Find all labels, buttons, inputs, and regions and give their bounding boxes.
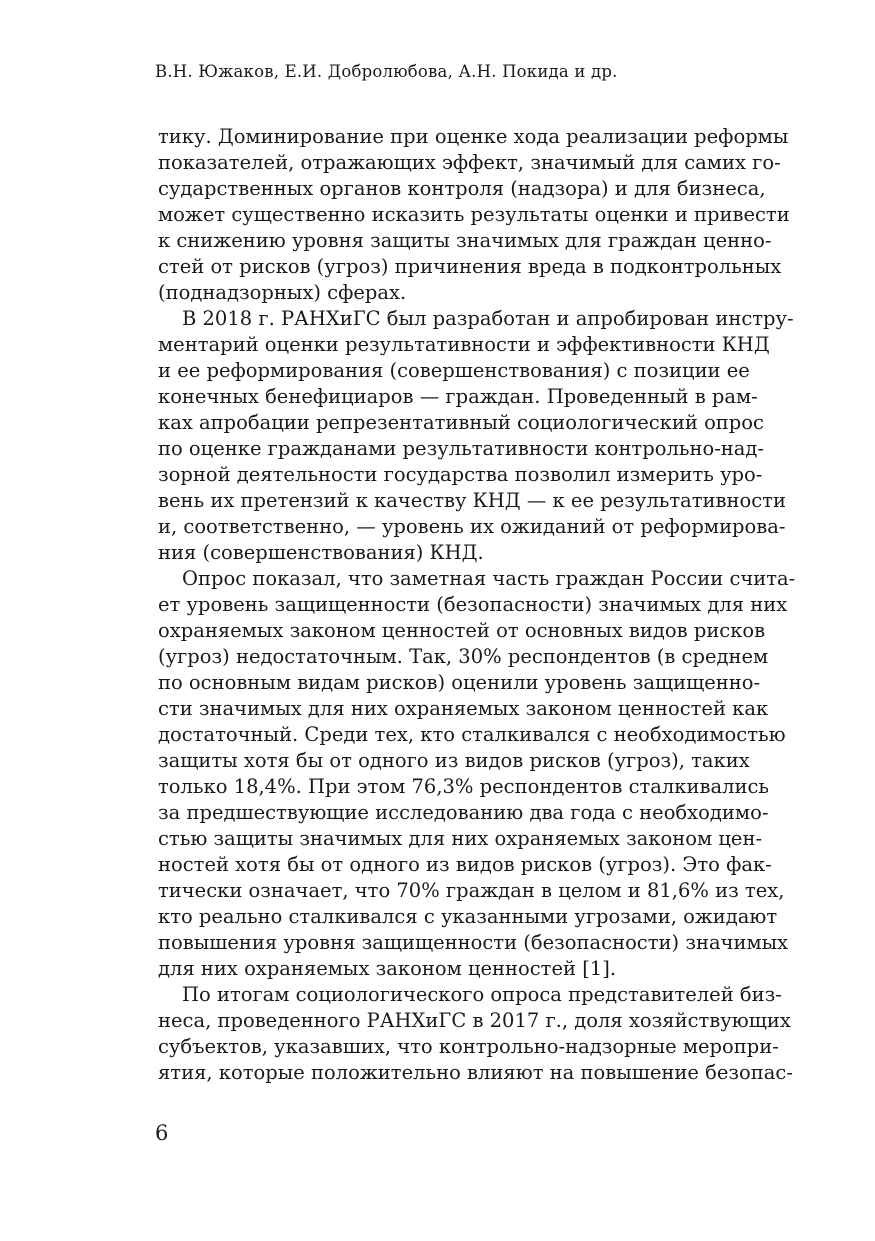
text-line: вень их претензий к качеству КНД — к ее результативности bbox=[158, 489, 786, 512]
text-line: субъектов, указавших, что контрольно-надзорные меропри- bbox=[158, 1035, 779, 1058]
text-line: к снижению уровня защиты значимых для граждан ценно- bbox=[158, 229, 772, 252]
text-line: зорной деятельности государства позволил измерить уро- bbox=[158, 463, 763, 486]
text-line: (поднадзорных) сферах. bbox=[158, 281, 407, 304]
text-line: По итогам социологического опроса представителей биз- bbox=[182, 983, 782, 1006]
text-line: ятия, которые положительно влияют на повышение безопас- bbox=[158, 1061, 793, 1084]
text-line: сударственных органов контроля (надзора) и для бизнеса, bbox=[158, 177, 766, 200]
text-line: неса, проведенного РАНХиГС в 2017 г., доля хозяйствующих bbox=[158, 1009, 791, 1032]
text-line: ния (совершенствования) КНД. bbox=[158, 541, 484, 564]
text-line: охраняемых законом ценностей от основных видов рисков bbox=[158, 619, 766, 642]
text-line: ет уровень защищенности (безопасности) значимых для них bbox=[158, 593, 788, 616]
text-line: ментарий оценки результативности и эффективности КНД bbox=[158, 333, 770, 356]
text-line: и, соответственно, — уровень их ожиданий от реформирова- bbox=[158, 515, 786, 538]
text-line: по оценке гражданами результативности контрольно-над- bbox=[158, 437, 764, 460]
text-line: кто реально сталкивался с указанными угрозами, ожидают bbox=[158, 905, 778, 928]
text-line: и ее реформирования (совершенствования) с позиции ее bbox=[158, 359, 750, 382]
text-line: тику. Доминирование при оценке хода реализации реформы bbox=[158, 125, 789, 148]
text-line: достаточный. Среди тех, кто сталкивался с необходимостью bbox=[158, 723, 786, 746]
text-line: по основным видам рисков) оценили уровень защищенно- bbox=[158, 671, 761, 694]
text-line: для них охраняемых законом ценностей [1]. bbox=[158, 957, 617, 980]
text-line: только 18,4%. При этом 76,3% респондентов сталкивались bbox=[158, 775, 770, 798]
text-line: может существенно исказить результаты оценки и привести bbox=[158, 203, 790, 226]
paragraph-2 bbox=[158, 306, 794, 566]
text-line: В 2018 г. РАНХиГС был разработан и апробирован инстру- bbox=[182, 307, 794, 330]
text-line: за предшествующие исследованию два года с необходимо- bbox=[158, 801, 769, 824]
text-line: стью защиты значимых для них охраняемых законом цен- bbox=[158, 827, 763, 850]
page-number: 6 bbox=[155, 1121, 169, 1145]
text-line: тически означает, что 70% граждан в целом и 81,6% из тех, bbox=[158, 879, 785, 902]
text-line: (угроз) недостаточным. Так, 30% респондентов (в среднем bbox=[158, 645, 769, 668]
body-text bbox=[158, 124, 796, 1086]
text-line: сти значимых для них охраняемых законом ценностей как bbox=[158, 697, 769, 720]
text-line: показателей, отражающих эффект, значимый для самих го- bbox=[158, 151, 781, 174]
text-line: стей от рисков (угроз) причинения вреда в подконтрольных bbox=[158, 255, 782, 278]
paragraph-3 bbox=[158, 566, 796, 982]
text-line: Опрос показал, что заметная часть граждан России счита- bbox=[182, 567, 796, 590]
paragraph-4 bbox=[158, 982, 793, 1086]
text-line: ностей хотя бы от одного из видов рисков (угроз). Это фак- bbox=[158, 853, 772, 876]
text-line: конечных бенефициаров — граждан. Проведенный в рам- bbox=[158, 385, 758, 408]
text-line: защиты хотя бы от одного из видов рисков (угроз), таких bbox=[158, 749, 750, 772]
running-head: В.Н. Южаков, Е.И. Добролюбова, А.Н. Покида и др. bbox=[155, 62, 618, 81]
text-line: ках апробации репрезентативный социологический опрос bbox=[158, 411, 764, 434]
paragraph-1 bbox=[158, 124, 790, 306]
text-line: повышения уровня защищенности (безопасности) значимых bbox=[158, 931, 789, 954]
